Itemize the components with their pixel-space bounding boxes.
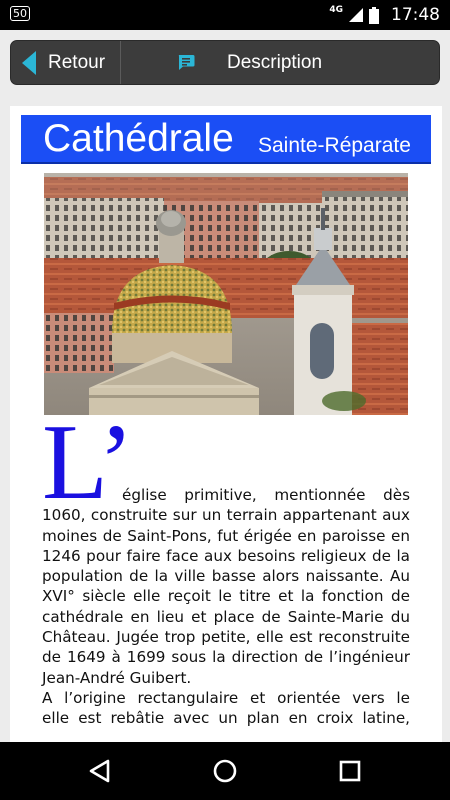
notification-badge: 50 [10,6,30,21]
status-icons [329,3,440,27]
description-label: Description [227,52,323,73]
text-line: cathédrale en lieu et place de Sainte-Marie du [42,607,410,626]
clock: 17:48 [391,5,440,25]
circle-home-icon[interactable] [209,755,241,787]
cell-signal-icon [349,8,363,22]
notification-indicator [10,6,30,21]
text-line: Château. Jugée trop petite, elle est reconstruite [42,628,410,647]
description-button[interactable] [121,41,439,84]
network-type-label: 4G [329,5,343,15]
chat-bubble-icon [177,54,195,72]
page-title: Cathédrale [43,117,234,160]
back-arrow-icon [22,51,36,75]
text-line: église primitive, mentionnée dès [122,486,410,504]
text-line: population de la ville basse alors naissante. Au [42,567,410,586]
title-banner [21,115,431,164]
back-button[interactable] [11,41,120,84]
article-content[interactable] [10,106,442,742]
square-recents-icon[interactable] [334,755,366,787]
article-text [42,485,410,729]
back-button-label: Retour [48,51,106,73]
text-line: A l’origine rectangulaire et orientée vers le [42,688,410,707]
text-line: elle est rebâtie avec un plan en croix latine, [42,709,410,728]
text-line: Jean-André Guibert. [42,668,192,687]
text-line: 1246 pour faire face aux besoins religieux de la [42,546,410,565]
drop-cap: L’ [42,403,135,522]
battery-icon [369,7,379,24]
text-line: XVI° siècle elle reçoit le titre et la fonction de [42,587,410,606]
triangle-back-icon[interactable] [84,755,116,787]
app-screen [0,30,450,742]
cathedral-photo [44,173,408,415]
status-bar [0,0,450,30]
text-line: de 1649 à 1699 sous la direction de l’ingénieur [42,648,410,667]
page-subtitle: Sainte-Réparate [258,134,411,157]
text-line: moines de Saint-Pons, fut érigée en paroisse en [42,526,410,545]
toolbar [10,40,440,85]
navigation-bar [0,742,450,800]
text-line: 1060, construite sur un terrain appartenant aux [42,506,410,525]
